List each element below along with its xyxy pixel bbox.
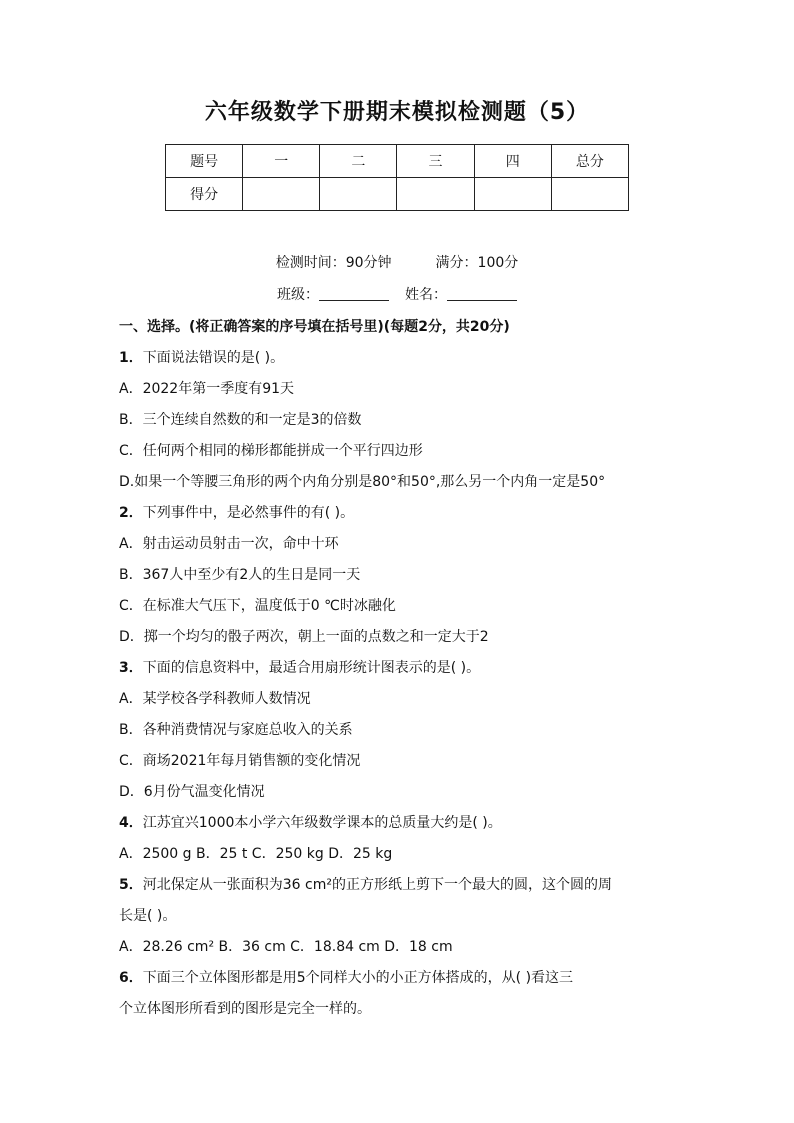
score-table-score-row <box>166 178 629 211</box>
score-table <box>165 144 629 211</box>
question-line <box>119 409 679 429</box>
question-number: 3． <box>119 660 143 676</box>
score-entry-cell[interactable] <box>320 178 397 211</box>
question-number: 5． <box>119 877 143 893</box>
question-stem <box>119 657 679 677</box>
score-cell: 题号 <box>166 145 243 178</box>
question-text: 河北保定从一张面积为36 cm²的正方形纸上剪下一个最大的圆，这个圆的周 <box>142 877 612 893</box>
question-line <box>119 905 679 925</box>
score-table-header-row <box>166 145 629 178</box>
question-line <box>119 378 679 398</box>
question-text: 江苏宜兴1000本小学六年级数学课本的总质量大约是( )。 <box>142 815 502 831</box>
question-text: B．各种消费情况与家庭总收入的关系 <box>119 722 353 738</box>
question-line <box>119 626 679 646</box>
question-line <box>119 533 679 553</box>
question-text: D．掷一个均匀的骰子两次，朝上一面的点数之和一定大于2 <box>119 629 489 645</box>
question-line <box>119 595 679 615</box>
question-text: 长是( )。 <box>119 908 177 924</box>
question-text: A．2500 g B．25 t C．250 kg D．25 kg <box>119 846 393 862</box>
question-stem <box>119 347 679 367</box>
score-cell: 二 <box>320 145 397 178</box>
exam-duration: 检测时间：90分钟 <box>275 255 392 271</box>
question-text: C．商场2021年每月销售额的变化情况 <box>119 753 361 769</box>
question-line <box>119 564 679 584</box>
question-text: B．367人中至少有2人的生日是同一天 <box>119 567 361 583</box>
score-entry-cell[interactable] <box>551 178 628 211</box>
question-line <box>119 750 679 770</box>
score-entry-cell[interactable] <box>397 178 474 211</box>
question-text: 下面的信息资料中，最适合用扇形统计图表示的是( )。 <box>142 660 481 676</box>
score-cell: 四 <box>474 145 551 178</box>
question-text: A．2022年第一季度有91天 <box>119 381 295 397</box>
score-entry-cell[interactable] <box>243 178 320 211</box>
score-cell: 总分 <box>551 145 628 178</box>
question-text: 下面说法错误的是( )。 <box>142 350 285 366</box>
score-cell: 三 <box>397 145 474 178</box>
name-field[interactable] <box>447 286 517 301</box>
exam-full-score: 满分：100分 <box>435 255 519 271</box>
question-line <box>119 719 679 739</box>
question-text: 下列事件中，是必然事件的有( )。 <box>142 505 355 521</box>
question-text: D.如果一个等腰三角形的两个内角分别是80°和50°,那么另一个内角一定是50° <box>119 474 606 490</box>
question-line <box>119 843 679 863</box>
page-title: 六年级数学下册期末模拟检测题（5） <box>204 100 590 125</box>
question-number: 1． <box>119 350 143 366</box>
question-text: 个立体图形所看到的图形是完全一样的。 <box>119 1001 371 1017</box>
section-heading: 一、选择。(将正确答案的序号填在括号里)(每题2分，共20分) <box>119 319 510 335</box>
question-line <box>119 936 679 956</box>
question-line <box>119 688 679 708</box>
question-number: 6． <box>119 970 143 986</box>
question-text: A．射击运动员射击一次，命中十环 <box>119 536 339 552</box>
question-stem <box>119 812 679 832</box>
score-cell: 得分 <box>166 178 243 211</box>
class-field[interactable] <box>319 286 389 301</box>
question-text: D．6月份气温变化情况 <box>119 784 265 800</box>
question-text: A．28.26 cm² B．36 cm C．18.84 cm D．18 cm <box>119 939 453 955</box>
score-cell: 一 <box>243 145 320 178</box>
question-text: C．在标准大气压下，温度低于0 ℃时冰融化 <box>119 598 396 614</box>
question-text: C．任何两个相同的梯形都能拼成一个平行四边形 <box>119 443 423 459</box>
question-line <box>119 440 679 460</box>
question-text: B．三个连续自然数的和一定是3的倍数 <box>119 412 362 428</box>
question-number: 2． <box>119 505 143 521</box>
exam-meta-student <box>0 284 794 304</box>
score-entry-cell[interactable] <box>474 178 551 211</box>
question-stem <box>119 874 679 894</box>
name-label: 姓名： <box>405 287 447 303</box>
exam-meta-time <box>0 252 794 272</box>
question-line <box>119 781 679 801</box>
question-stem <box>119 967 679 987</box>
question-text: A．某学校各学科教师人数情况 <box>119 691 311 707</box>
question-stem <box>119 502 679 522</box>
question-line <box>119 471 679 491</box>
question-text: 下面三个立体图形都是用5个同样大小的小正方体搭成的，从( )看这三 <box>142 970 574 986</box>
question-line <box>119 998 679 1018</box>
class-label: 班级： <box>277 287 319 303</box>
question-number: 4． <box>119 815 143 831</box>
